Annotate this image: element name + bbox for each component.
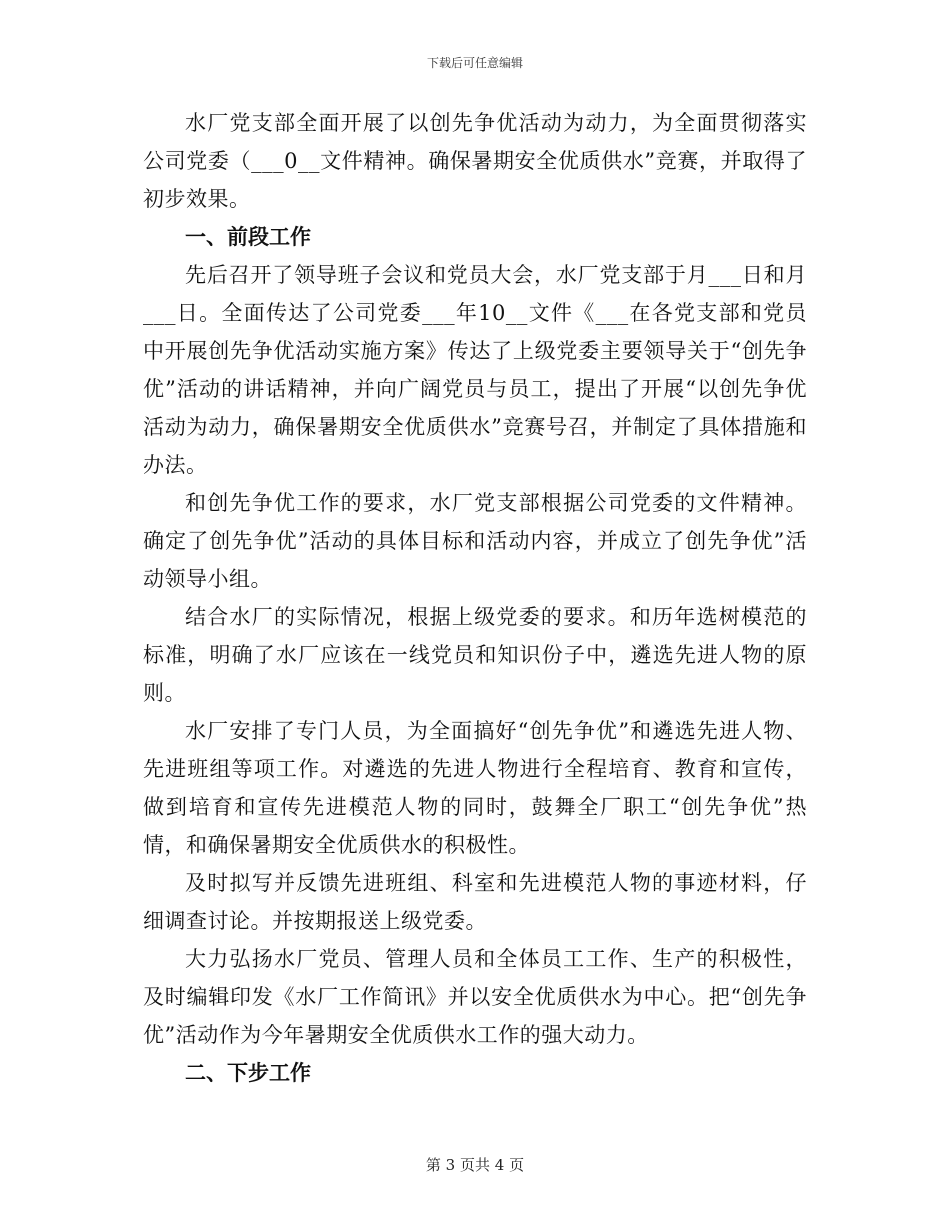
paragraph-selection-criteria: 结合水厂的实际情况，根据上级党委的要求。和历年选树模范的标准，明确了水厂应该在一线党员和知识份子中，遴选先进人物的原则。 [143, 605, 807, 705]
paragraph-reporting: 及时拟写并反馈先进班组、科室和先进模范人物的事迹材料，仔细调查讨论。并按期报送上级党委。 [143, 871, 807, 933]
page-footer: 第 3 页共 4 页 [425, 1156, 525, 1174]
section-heading-previous-work: 一、前段工作 [185, 225, 311, 249]
page-header: 下载后可任意编辑 [426, 56, 523, 70]
section-heading-next-work: 二、下步工作 [185, 1061, 311, 1085]
paragraph-meetings: 先后召开了领导班子会议和党员大会，水厂党支部于月___日和月___日。全面传达了公司党委___年10__文件《___在各党支部和党员中开展创先争优活动实施方案》传达了上级党委主要领导关于“创先争优”活动的讲话精神，并向广阔党员与员工，提出了开展“以创先争优活动为动力，确保暑期安全优质供水”竞赛号召，并制定了具体措施和办法。 [143, 263, 807, 477]
paragraph-goals: 和创先争优工作的要求，水厂党支部根据公司党委的文件精神。确定了创先争优”活动的具体目标和活动内容，并成立了创先争优”活动领导小组。 [143, 491, 807, 591]
paragraph-intro: 水厂党支部全面开展了以创先争优活动为动力，为全面贯彻落实公司党委（___0__文件精神。确保暑期安全优质供水”竞赛，并取得了初步效果。 [143, 111, 807, 211]
paragraph-promotion: 大力弘扬水厂党员、管理人员和全体员工工作、生产的积极性，及时编辑印发《水厂工作简讯》并以安全优质供水为中心。把“创先争优”活动作为今年暑期安全优质供水工作的强大动力。 [143, 947, 807, 1047]
paragraph-training: 水厂安排了专门人员，为全面搞好“创先争优”和遴选先进人物、先进班组等项工作。对遴选的先进人物进行全程培育、教育和宣传，做到培育和宣传先进模范人物的同时，鼓舞全厂职工“创先争优”热情，和确保暑期安全优质供水的积极性。 [143, 719, 807, 857]
document-body [143, 104, 807, 1092]
